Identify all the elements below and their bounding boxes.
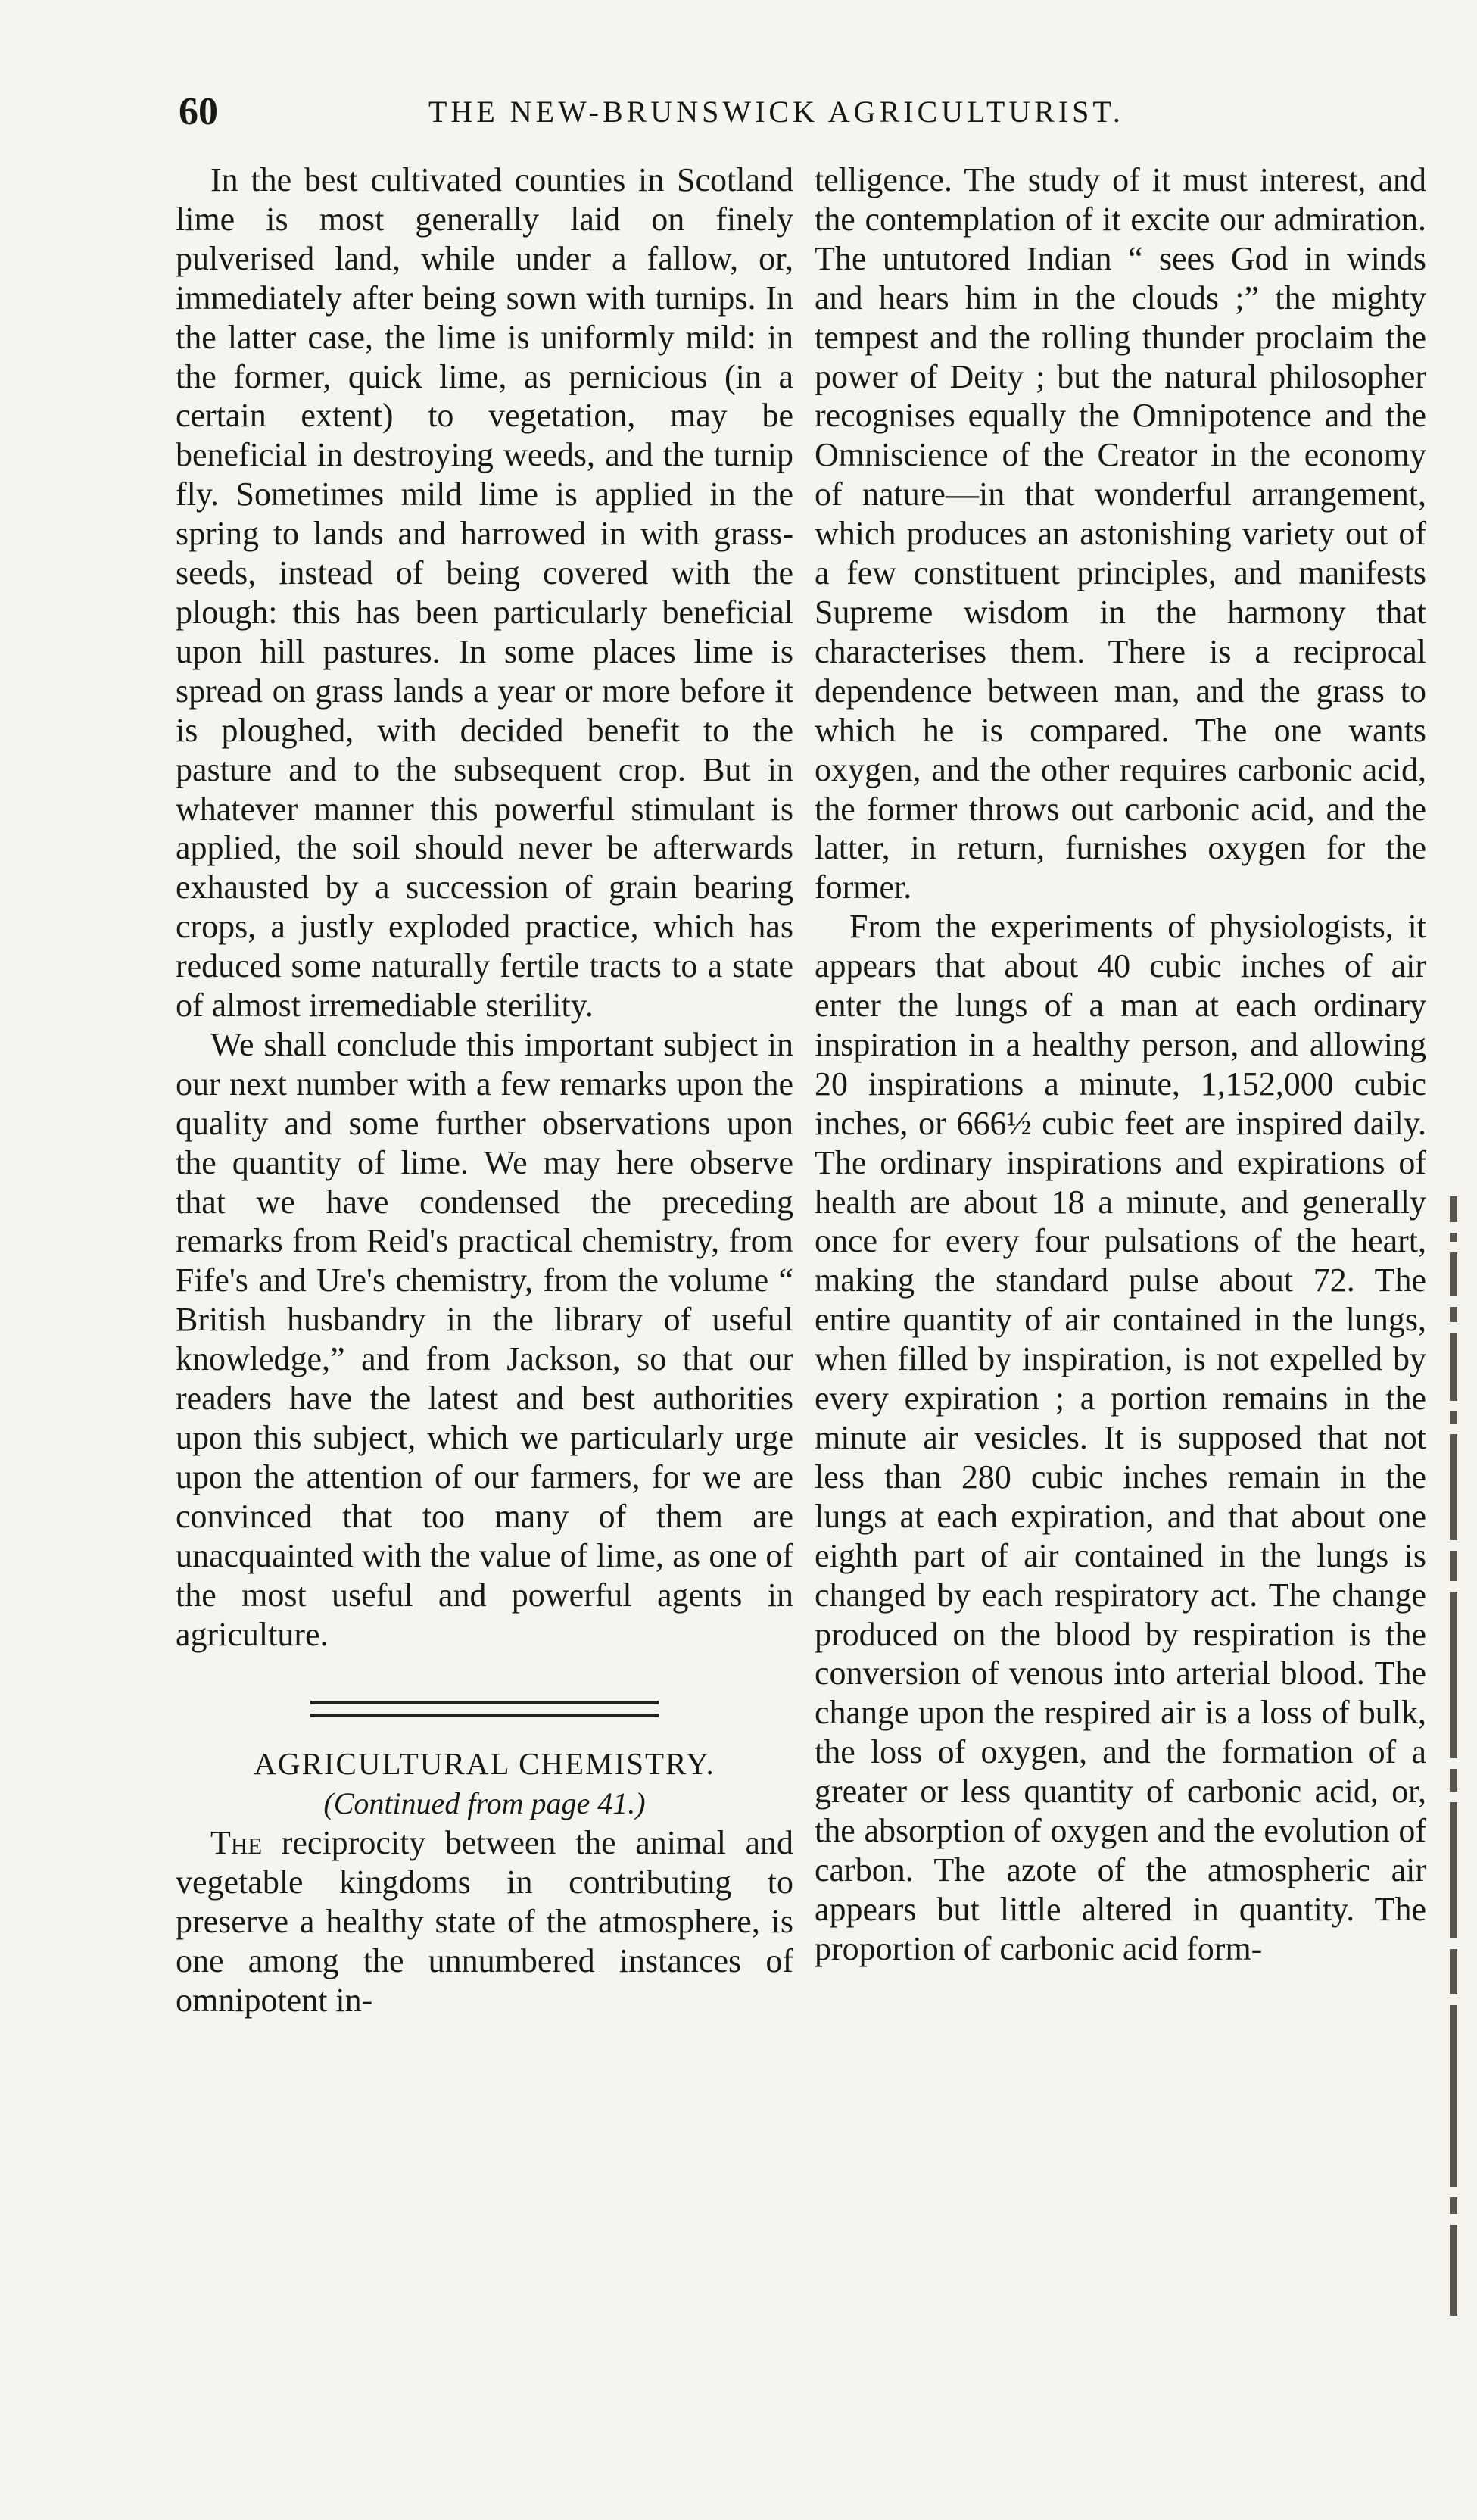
running-title: THE NEW-BRUNSWICK AGRICULTURIST. bbox=[428, 95, 1124, 129]
page-number: 60 bbox=[179, 90, 218, 133]
page-header bbox=[0, 89, 1477, 142]
paragraph-text: reciprocity between the animal and vegetable kingdoms in contributing to preserve a healthy state of the atmosphere, is one among the unnumbered instances of omnipotent in- bbox=[176, 1824, 793, 2019]
paragraph-reciprocity bbox=[176, 1823, 793, 2020]
left-column bbox=[176, 161, 793, 2020]
binding-edge-marks bbox=[1443, 1196, 1464, 2347]
section-title: AGRICULTURAL CHEMISTRY. bbox=[254, 1746, 715, 1782]
paragraph-intelligence: telligence. The study of it must interest, and the contemplation of it excite our admiration. The untutored Indian “ sees God in winds and hears him in the clouds ;” the mighty tempest and the rolling thunder proclaim the power of Deity ; but the natural philosopher recognises equally the Omnipotence and the Omniscience of the Creator in the economy of nature—in that wonderful arrangement, which produces an astonishing variety out of a few constituent principles, and manifests Supreme wisdom in the harmony that characterises them. There is a reciprocal dependence between man, and the grass to which he is compared. The one wants oxygen, and the other requires carbonic acid, the former throws out carbonic acid, and the latter, in return, furnishes oxygen for the former. bbox=[815, 161, 1426, 906]
section-divider bbox=[310, 1701, 659, 1717]
paragraph-respiration: From the experiments of physiologists, it appears that about 40 cubic inches of air enter the lungs of a man at each ordinary inspiration in a healthy person, and allowing 20 inspirations a minute, 1,152,000 cubic inches, or 666½ cubic feet are inspired daily. The ordinary inspirations and expirations of health are about 18 a minute, and generally once for every four pulsations of the heart, making the standard pulse about 72. The entire quantity of air contained in the lungs, when filled by inspiration, is not expelled by every expiration ; a portion remains in the minute air vesicles. It is supposed that not less than 280 cubic inches remain in the lungs at each expiration, and that about one eighth part of air contained in the lungs is changed by each respiratory act. The change produced on the blood by respiration is the conversion of venous into arterial blood. The change upon the respired air is a loss of bulk, the loss of oxygen, and the formation of a greater or less quantity of carbonic acid, or, the absorption of oxygen and the evolution of carbon. The azote of the atmospheric air appears but little altered in quantity. The proportion of carbonic acid form- bbox=[815, 908, 1426, 1967]
lead-word: The bbox=[210, 1824, 263, 1862]
paragraph-lime-application: In the best cultivated counties in Scotland lime is most generally laid on finely pulverised land, while under a fallow, or, immediately after being sown with turnips. In the latter case, the lime is uniformly mild: in the former, quick lime, as pernicious (in a certain extent) to vegetation, may be beneficial in destroying weeds, and the turnip fly. Sometimes mild lime is applied in the spring to lands and harrowed in with grass-seeds, instead of being covered with the plough: this has been particularly beneficial upon hill pastures. In some places lime is spread on grass lands a year or more before it is ploughed, with decided benefit to the pasture and to the subsequent crop. But in whatever manner this powerful stimulant is applied, the soil should never be afterwards exhausted by a succession of grain bearing crops, a justly exploded practice, which has reduced some naturally fertile tracts to a state of almost irremediable sterility. bbox=[176, 161, 793, 1025]
section-subtitle: (Continued from page 41.) bbox=[323, 1786, 646, 1821]
paragraph-conclusion: We shall conclude this important subject in our next number with a few remarks upon the quality and some further observations upon the quantity of lime. We may here observe that we have condensed the preceding remarks from Reid's practical chemistry, from Fife's and Ure's chemistry, from the volume “ British husbandry in the library of useful knowledge,” and from Jackson, so that our readers have the latest and best authorities upon this subject, which we particularly urge upon the attention of our farmers, for we are convinced that too many of them are unacquainted with the value of lime, as one of the most useful and powerful agents in agriculture. bbox=[176, 1025, 793, 1653]
right-column bbox=[815, 161, 1426, 1969]
